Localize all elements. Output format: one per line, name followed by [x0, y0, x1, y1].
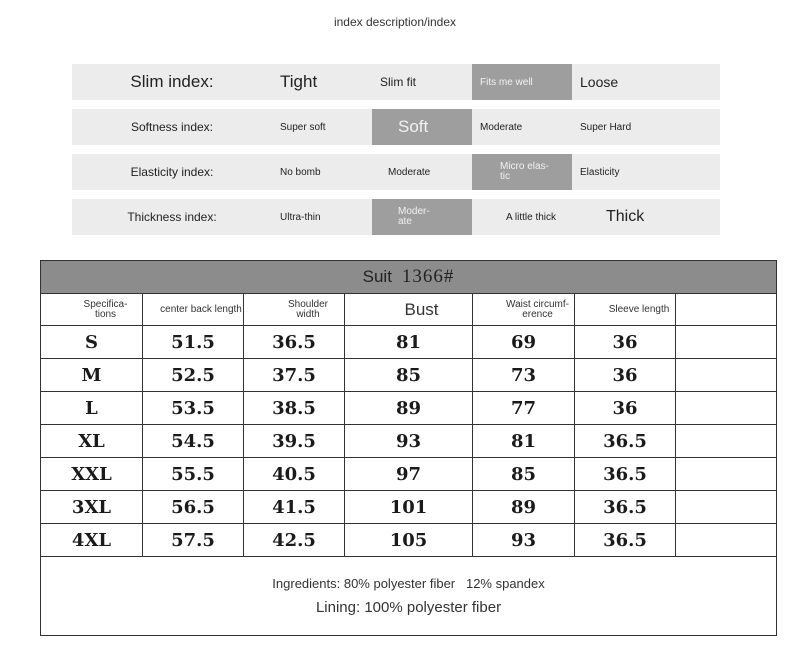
measure-cell: 85 — [473, 458, 575, 491]
measure-cell — [676, 458, 777, 491]
measure-cell: 41.5 — [244, 491, 345, 524]
measure-cell: 89 — [345, 392, 473, 425]
size-cell: M — [41, 359, 143, 392]
measure-cell: 85 — [345, 359, 473, 392]
table-title-row — [41, 261, 777, 294]
slim-index-label: Slim index: — [130, 72, 214, 91]
measure-cell: 53.5 — [143, 392, 244, 425]
softness-option-super-hard: Super Hard — [580, 121, 632, 133]
header-bust: Bust — [345, 294, 473, 326]
measure-cell: 39.5 — [244, 425, 345, 458]
measure-cell — [676, 491, 777, 524]
measure-cell: 37.5 — [244, 359, 345, 392]
measure-cell: 36 — [575, 359, 676, 392]
measure-cell: 93 — [345, 425, 473, 458]
table-header-row — [41, 294, 777, 326]
measure-cell — [676, 359, 777, 392]
ingredients-text: Ingredients: 80% polyester fiber 12% spandex — [272, 576, 545, 591]
table-row — [41, 491, 777, 524]
measure-cell: 52.5 — [143, 359, 244, 392]
measure-cell: 97 — [345, 458, 473, 491]
measure-cell: 54.5 — [143, 425, 244, 458]
measure-cell: 51.5 — [143, 326, 244, 359]
measure-cell: 40.5 — [244, 458, 345, 491]
size-cell: 3XL — [41, 491, 143, 524]
thickness-index-label: Thickness index: — [127, 210, 217, 224]
table-row — [41, 425, 777, 458]
size-cell: XXL — [41, 458, 143, 491]
softness-option-super-soft: Super soft — [280, 121, 326, 133]
measure-cell: 101 — [345, 491, 473, 524]
suit-code: 1366# — [401, 266, 455, 287]
suit-word: Suit — [362, 267, 392, 286]
softness-option-soft: Soft — [372, 109, 472, 145]
measure-cell: 36.5 — [575, 491, 676, 524]
measure-cell: 36.5 — [575, 524, 676, 557]
table-row — [41, 326, 777, 359]
table-row — [41, 359, 777, 392]
elasticity-option-elasticity: Elasticity — [580, 166, 620, 178]
measure-cell: 36.5 — [575, 425, 676, 458]
softness-option-moderate: Moderate — [480, 121, 523, 133]
table-row — [41, 458, 777, 491]
measure-cell: 89 — [473, 491, 575, 524]
measure-cell: 69 — [473, 326, 575, 359]
measure-cell: 81 — [473, 425, 575, 458]
size-cell: XL — [41, 425, 143, 458]
measure-cell: 105 — [345, 524, 473, 557]
measure-cell: 36.5 — [244, 326, 345, 359]
header-waist-circumference: Waist circumf- erence — [473, 294, 575, 326]
slim-option-tight: Tight — [280, 72, 318, 91]
lining-text: Lining: 100% polyester fiber — [315, 599, 502, 616]
measure-cell: 55.5 — [143, 458, 244, 491]
measure-cell: 36 — [575, 326, 676, 359]
measure-cell: 42.5 — [244, 524, 345, 557]
table-row — [41, 524, 777, 557]
size-cell: L — [41, 392, 143, 425]
size-cell: 4XL — [41, 524, 143, 557]
measure-cell: 36 — [575, 392, 676, 425]
measure-cell — [676, 524, 777, 557]
softness-index-label: Softness index: — [130, 120, 214, 134]
header-center-back-length: center back length — [143, 294, 244, 326]
header-specifications: Specifica- tions — [41, 294, 143, 326]
measure-cell — [676, 425, 777, 458]
measure-cell: 57.5 — [143, 524, 244, 557]
header-shoulder-width: Shoulder width — [244, 294, 345, 326]
slim-option-loose: Loose — [580, 74, 619, 90]
elasticity-index-label: Elasticity index: — [130, 165, 214, 179]
thickness-index-row — [72, 199, 720, 235]
measure-cell: 81 — [345, 326, 473, 359]
table-footer — [41, 557, 777, 636]
elasticity-option-no-bomb: No bomb — [280, 166, 321, 178]
thickness-option-a-little-thick: A little thick — [506, 211, 557, 223]
header-empty — [676, 294, 777, 326]
softness-index-row — [72, 109, 720, 145]
elasticity-option-moderate: Moderate — [388, 166, 431, 178]
size-cell: S — [41, 326, 143, 359]
slim-option-slim-fit: Slim fit — [380, 75, 416, 89]
slim-index-row — [72, 64, 720, 100]
thickness-option-thick: Thick — [606, 208, 645, 225]
table-footer-row — [41, 557, 777, 636]
slim-option-fits-me-well: Fits me well — [472, 64, 572, 100]
thickness-option-moderate: Moder- ate — [372, 199, 472, 235]
header-sleeve-length: Sleeve length — [575, 294, 676, 326]
measure-cell: 38.5 — [244, 392, 345, 425]
measure-cell: 73 — [473, 359, 575, 392]
elasticity-option-micro-elastic: Micro elas- tic — [472, 154, 572, 190]
measure-cell — [676, 392, 777, 425]
measure-cell: 36.5 — [575, 458, 676, 491]
measure-cell: 77 — [473, 392, 575, 425]
measure-cell: 93 — [473, 524, 575, 557]
size-table — [40, 260, 777, 636]
thickness-option-ultra-thin: Ultra-thin — [280, 211, 321, 223]
table-title — [41, 261, 777, 294]
page-title: index description/index — [333, 15, 457, 29]
measure-cell — [676, 326, 777, 359]
table-row — [41, 392, 777, 425]
measure-cell: 56.5 — [143, 491, 244, 524]
elasticity-index-row — [72, 154, 720, 190]
